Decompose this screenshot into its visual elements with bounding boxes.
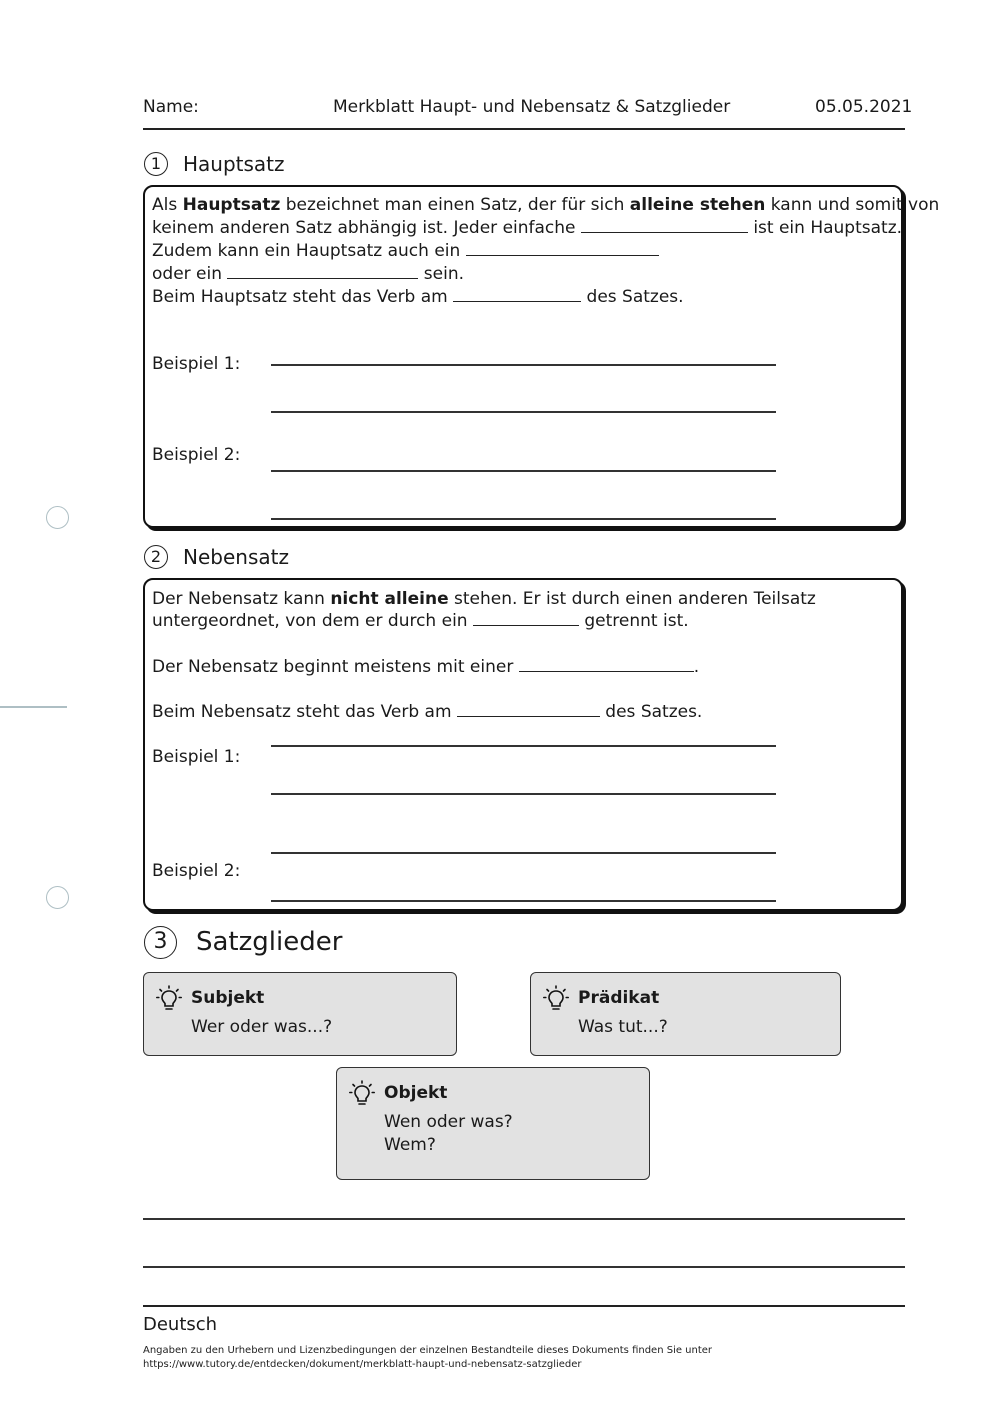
- writing-line[interactable]: [271, 900, 776, 902]
- header-divider: [143, 128, 905, 130]
- fill-in-blank[interactable]: [581, 217, 748, 233]
- writing-line[interactable]: [271, 470, 776, 472]
- writing-line[interactable]: [271, 518, 776, 520]
- subjekt-question: Wer oder was...?: [191, 1017, 333, 1037]
- document-date: 05.05.2021: [815, 97, 913, 117]
- praedikat-question: Was tut...?: [578, 1017, 668, 1037]
- writing-line[interactable]: [143, 1218, 905, 1220]
- hauptsatz-text-line-3: Zudem kann ein Hauptsatz auch ein: [152, 240, 659, 263]
- fill-in-blank[interactable]: [227, 263, 418, 279]
- hauptsatz-text-line-4: oder ein sein.: [152, 264, 465, 284]
- section-2-title: Nebensatz: [183, 545, 289, 569]
- footer-subject: Deutsch: [143, 1314, 218, 1335]
- punch-hole-mark-bottom: [46, 886, 69, 909]
- writing-line[interactable]: [271, 852, 776, 854]
- hauptsatz-text-line-5: Beim Hauptsatz steht das Verb am des Satzes.: [152, 287, 684, 307]
- nebensatz-example-1-label: Beispiel 1:: [152, 747, 241, 767]
- section-1-number: 1: [144, 152, 168, 176]
- writing-line[interactable]: [271, 364, 776, 366]
- objekt-title: Objekt: [384, 1083, 448, 1103]
- nebensatz-text-line-4: Beim Nebensatz steht das Verb am des Satzes.: [152, 702, 703, 722]
- objekt-question-1: Wen oder was?: [384, 1112, 513, 1132]
- subjekt-title: Subjekt: [191, 988, 265, 1008]
- nebensatz-example-2-label: Beispiel 2:: [152, 861, 241, 881]
- fill-in-blank[interactable]: [473, 610, 579, 626]
- fold-mark: [0, 706, 67, 708]
- writing-line[interactable]: [271, 745, 776, 747]
- hauptsatz-example-1-label: Beispiel 1:: [152, 354, 241, 374]
- fill-in-blank[interactable]: [466, 240, 659, 256]
- document-title: Merkblatt Haupt- und Nebensatz & Satzglieder: [333, 97, 731, 117]
- hauptsatz-text-line-2: keinem anderen Satz abhängig ist. Jeder einfache ist ein Hauptsatz.: [152, 218, 903, 238]
- fill-in-blank[interactable]: [457, 701, 600, 717]
- objekt-card: [336, 1067, 650, 1180]
- nebensatz-text-line-1: Der Nebensatz kann nicht alleine stehen. Er ist durch einen anderen Teilsatz: [152, 589, 816, 609]
- hauptsatz-example-2-label: Beispiel 2:: [152, 445, 241, 465]
- footer-license-url[interactable]: https://www.tutory.de/entdecken/dokument/merkblatt-haupt-und-nebensatz-satzglieder: [143, 1359, 582, 1370]
- hauptsatz-text-line-1: Als Hauptsatz bezeichnet man einen Satz, der für sich alleine stehen kann und somit von: [152, 195, 940, 215]
- writing-line[interactable]: [271, 411, 776, 413]
- lightbulb-icon: [156, 985, 182, 1013]
- writing-line[interactable]: [271, 793, 776, 795]
- footer-divider: [143, 1305, 905, 1307]
- nebensatz-text-line-3: Der Nebensatz beginnt meistens mit einer .: [152, 657, 700, 677]
- footer-license-note: Angaben zu den Urhebern und Lizenzbedingungen der einzelnen Bestandteile dieses Dokuments finden Sie unter: [143, 1345, 713, 1356]
- lightbulb-icon: [349, 1080, 375, 1108]
- nebensatz-text-line-2: untergeordnet, von dem er durch ein getrennt ist.: [152, 611, 689, 631]
- name-label: Name:: [143, 97, 199, 117]
- section-2-number: 2: [144, 545, 168, 569]
- lightbulb-icon: [543, 985, 569, 1013]
- writing-line[interactable]: [143, 1266, 905, 1268]
- fill-in-blank[interactable]: [453, 286, 581, 302]
- fill-in-blank[interactable]: [519, 656, 694, 672]
- section-3-title: Satzglieder: [196, 927, 343, 957]
- praedikat-title: Prädikat: [578, 988, 660, 1008]
- objekt-question-2: Wem?: [384, 1135, 436, 1155]
- section-1-title: Hauptsatz: [183, 152, 285, 176]
- punch-hole-mark-top: [46, 506, 69, 529]
- praedikat-card: [530, 972, 841, 1056]
- subjekt-card: [143, 972, 457, 1056]
- section-3-number: 3: [144, 926, 177, 959]
